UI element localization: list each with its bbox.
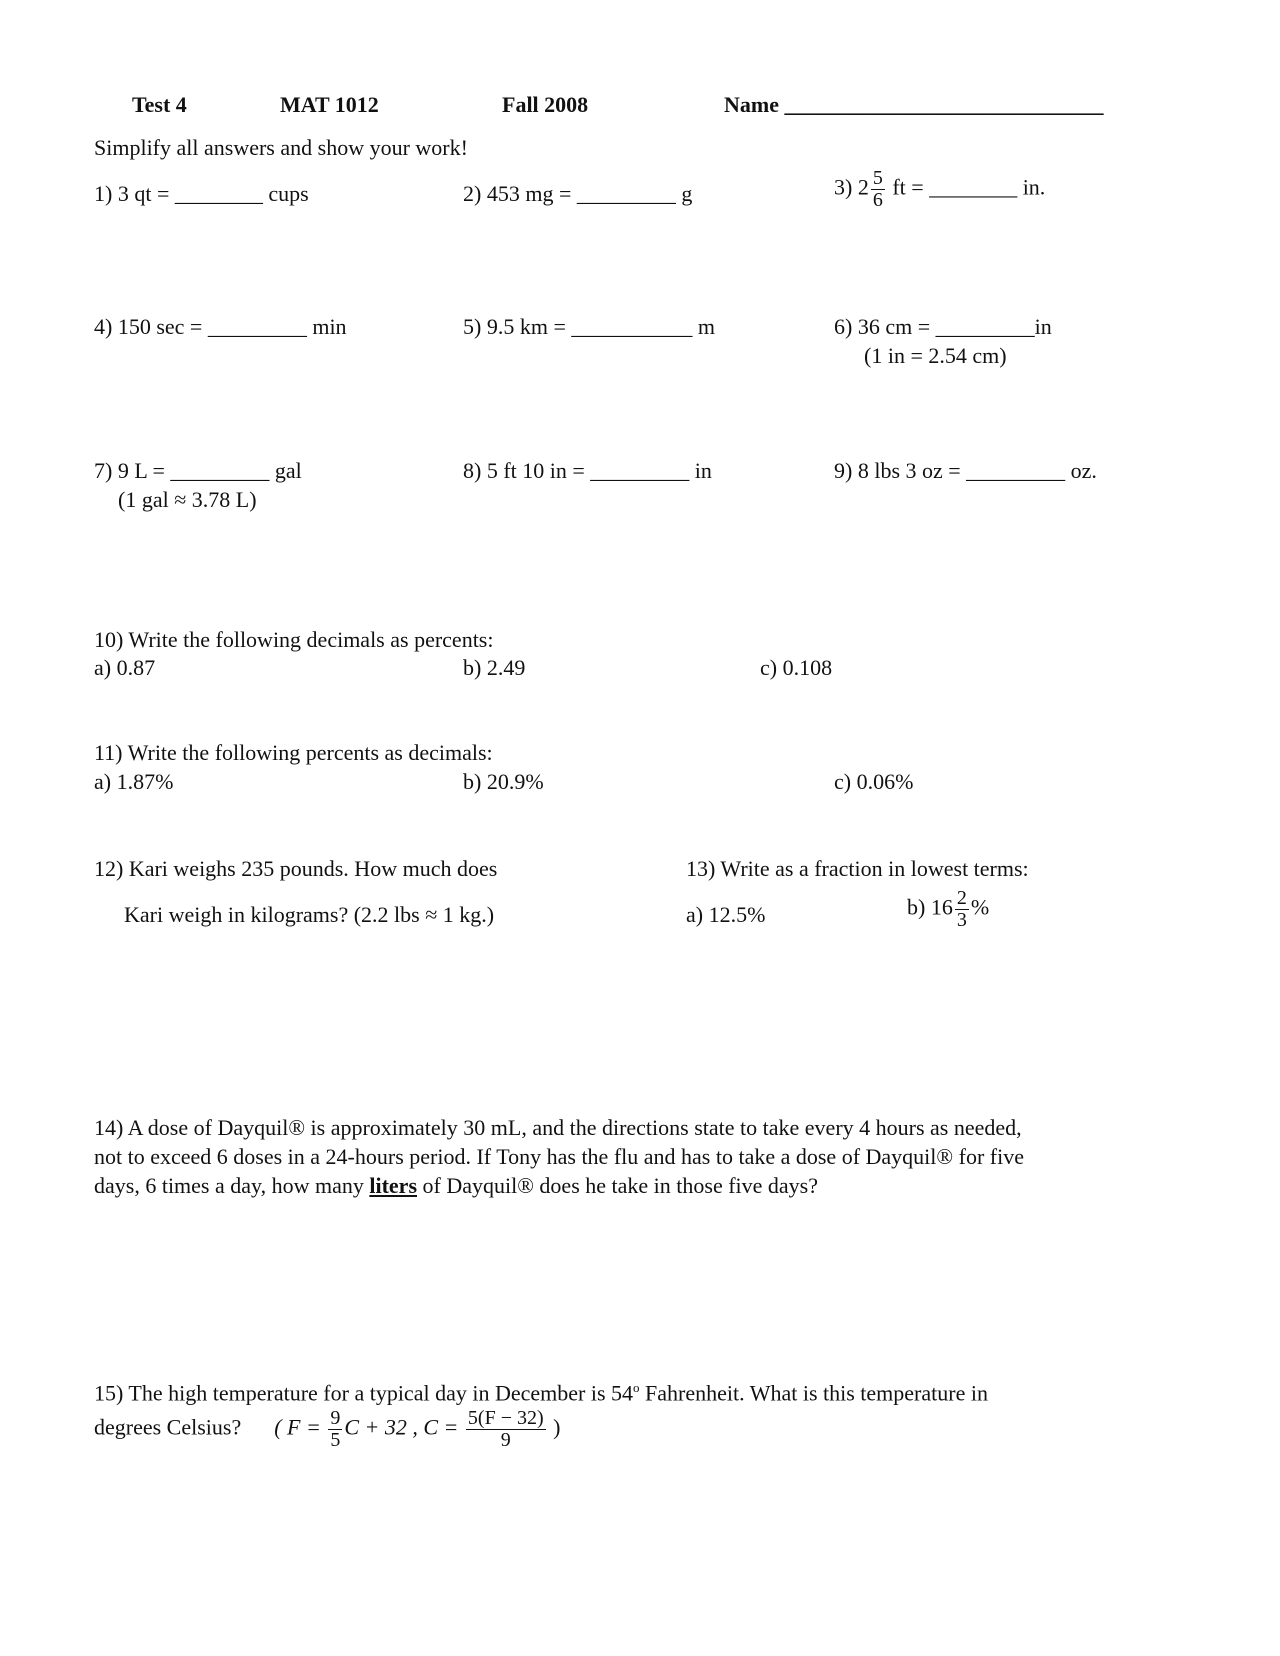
problem-10c: c) 0.108 (760, 655, 833, 680)
fraction-9-5: $\frac{9}{5}$ (330, 1407, 341, 1451)
answer-blank-5[interactable]: ___________ (571, 314, 693, 339)
name-blank: _____________________________ (784, 92, 1104, 117)
problem-7-note: (1 gal ≈ 3.78 L) (118, 487, 257, 512)
mixed-fraction: $\frac{2}{3}$ (956, 887, 967, 931)
problem-6-note: (1 in = 2.54 cm) (864, 343, 1007, 368)
answer-blank-6[interactable]: _________ (935, 314, 1035, 339)
name-label: Name (724, 92, 779, 117)
course-code: MAT 1012 (280, 92, 379, 117)
problem-11-title: 11) Write the following percents as decimals: (94, 740, 493, 765)
problem-11c: c) 0.06% (834, 769, 914, 794)
problem-2: 2) 453 mg = _________ g (463, 181, 693, 206)
term: Fall 2008 (502, 92, 589, 117)
instructions: Simplify all answers and show your work! (94, 135, 468, 160)
problem-6: 6) 36 cm = _________in (834, 314, 1052, 339)
problem-12-line2: Kari weigh in kilograms? (2.2 lbs ≈ 1 kg.) (124, 902, 495, 927)
problem-13a: a) 12.5% (686, 902, 766, 927)
answer-blank-2[interactable]: _________ (576, 181, 676, 206)
problem-10a: a) 0.87 (94, 655, 156, 680)
test-number: Test 4 (132, 92, 187, 117)
answer-blank-9[interactable]: _________ (966, 458, 1066, 483)
problem-15-line1: 15) The high temperature for a typical day in December is 54$^o$ Fahrenheit. What is this temperature in (94, 1380, 988, 1406)
answer-blank-1[interactable]: ________ (174, 181, 263, 206)
problem-4: 4) 150 sec = _________ min (94, 314, 347, 339)
answer-blank-8[interactable]: _________ (590, 458, 690, 483)
answer-blank-3[interactable]: ________ (929, 174, 1018, 200)
answer-blank-7[interactable]: _________ (170, 458, 270, 483)
problem-11a: a) 1.87% (94, 769, 174, 794)
name-field[interactable] (724, 94, 1103, 116)
problem-12-line1: 12) Kari weighs 235 pounds. How much does (94, 856, 498, 881)
problem-13b: b) 16 $\frac{2}{3}$ % (907, 887, 990, 931)
problem-10-title: 10) Write the following decimals as percents: (94, 627, 494, 652)
problem-1: 1) 3 qt = ________ cups (94, 181, 309, 206)
emphasis-liters: liters (369, 1173, 418, 1198)
problem-3: 3) 2 $\frac{5}{6}$ ft = ________ in. (834, 167, 1046, 211)
mixed-fraction: $\frac{5}{6}$ (872, 167, 883, 211)
problem-8: 8) 5 ft 10 in = _________ in (463, 458, 712, 483)
fraction-celsius: $\frac{5(F - 32)}{9}$ (467, 1407, 544, 1451)
problem-11b: b) 20.9% (463, 769, 544, 794)
problem-13-title: 13) Write as a fraction in lowest terms: (686, 856, 1029, 881)
problem-15-line2: degrees Celsius? ( F = $\frac{9}{5}$ C + 32 , C = $\frac{5(F - 32)}{9}$ ) (94, 1407, 561, 1451)
problem-5: 5) 9.5 km = ___________ m (463, 314, 715, 339)
problem-10b: b) 2.49 (463, 655, 526, 680)
problem-9: 9) 8 lbs 3 oz = _________ oz. (834, 458, 1097, 483)
answer-blank-4[interactable]: _________ (207, 314, 307, 339)
problem-7: 7) 9 L = _________ gal (94, 458, 302, 483)
problem-14: 14) A dose of Dayquil® is approximately 30 mL, and the directions state to take every 4 hours as needed, not to exceed 6 doses in a 24-hours period. If Tony has the flu and has to take a dose of Dayquil® for five days, 6 times a day, how many liters of Dayquil® does he take in those five days? (94, 1115, 1024, 1198)
